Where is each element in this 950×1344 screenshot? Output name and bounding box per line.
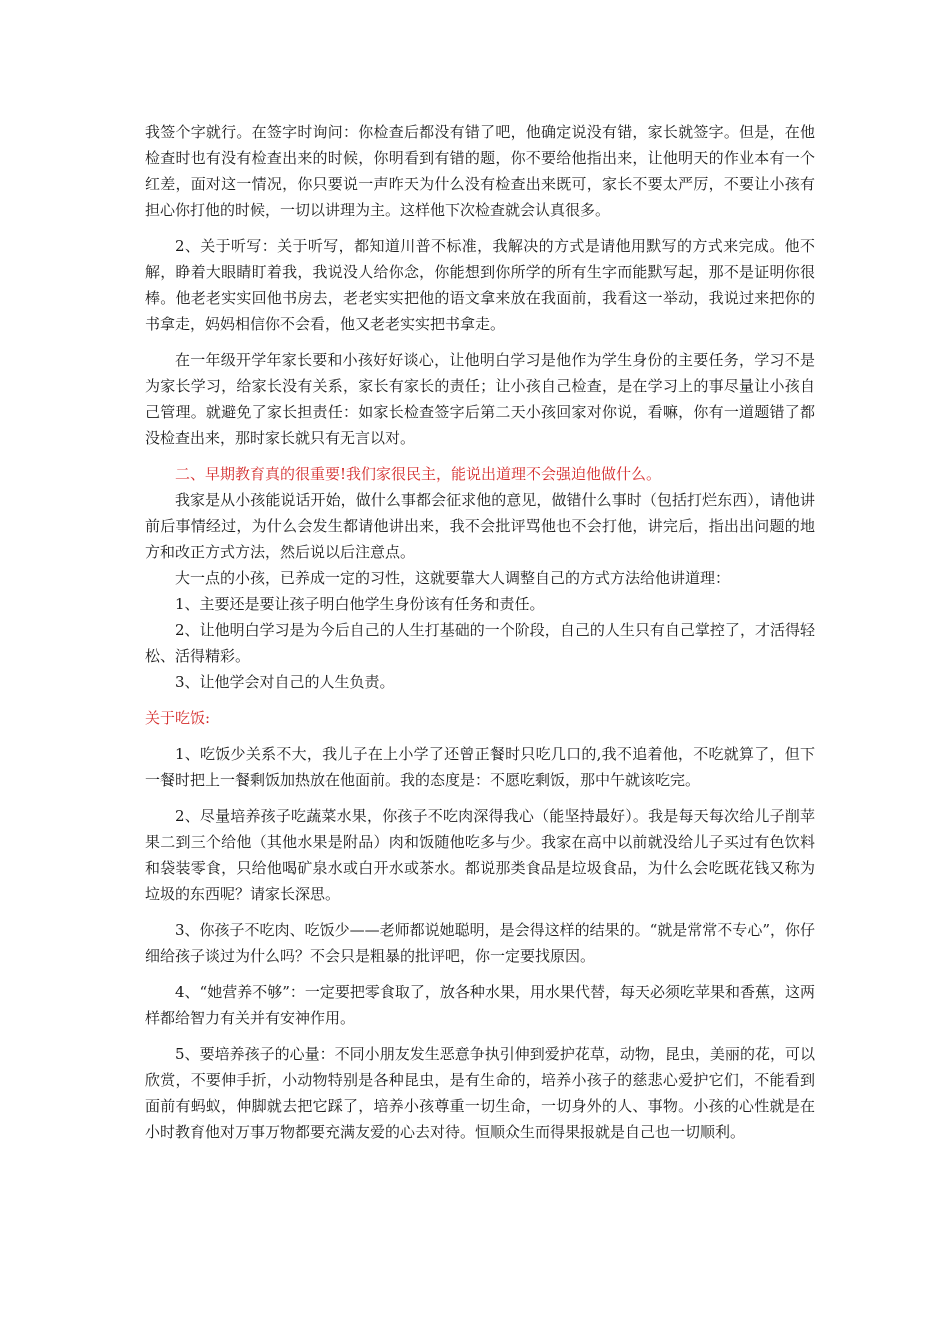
list-item-2: 2、让他明白学习是为今后自己的人生打基础的一个阶段，自己的人生只有自己掌控了，才活得轻松、活得精彩。 [145,621,815,665]
document-body [145,119,815,1145]
list-item-1: 1、主要还是要让孩子明白他学生身份该有任务和责任。 [175,595,545,613]
eating-item-3: 3、你孩子不吃肉、吃饭少——老师都说她聪明，是会得这样的结果的。“就是常常不专心”，你仔细给孩子谈过为什么吗？不会只是粗暴的批评吧，你一定要找原因。 [145,921,815,965]
eating-item-5: 5、要培养孩子的心量：不同小朋友发生恶意争执引伸到爱护花草，动物，昆虫，美丽的花，可以欣赏，不要伸手折，小动物特别是各种昆虫，是有生命的，培养小孩子的慈悲心爱护它们，不能看到面前有蚂蚁，伸脚就去把它踩了，培养小孩尊重一切生命，一切身外的人、事物。小孩的心性就是在小时教育他对万事万物都要充满友爱的心去对待。恒顺众生而得果报就是自己也一切顺利。 [145,1045,815,1141]
paragraph-older-child: 大一点的小孩，已养成一定的习性，这就要靠大人调整自己的方式方法给他讲道理： [175,569,731,587]
section-heading-eating: 关于吃饭: [145,709,211,727]
paragraph-first-grade: 在一年级开学年家长要和小孩好好谈心，让他明白学习是他作为学生身份的主要任务，学习不是为家长学习，给家长没有关系，家长有家长的责任；让小孩自己检查，是在学习上的事尽量让小孩自己管理。就避免了家长担责任：如家长检查签字后第二天小孩回家对你说，看嘛，你有一道题错了都没检查出来，那时家长就只有无言以对。 [145,351,815,447]
list-item-3: 3、让他学会对自己的人生负责。 [175,673,395,691]
eating-item-4: 4、“她营养不够”：一定要把零食取了，放各种水果，用水果代替，每天必须吃苹果和香蕉，这两样都给智力有关并有安神作用。 [145,983,815,1027]
paragraph-dictation: 2、关于听写：关于听写，都知道川普不标准，我解决的方式是请他用默写的方式来完成。他不解，睁着大眼睛盯着我，我说没人给你念，你能想到你所学的所有生字而能默写起，那不是证明你很棒。他老老实实回他书房去，老老实实把他的语文拿来放在我面前，我看这一举动，我说过来把你的书拿走，妈妈相信你不会看，他又老老实实把书拿走。 [145,237,815,333]
eating-item-2: 2、尽量培养孩子吃蔬菜水果，你孩子不吃肉深得我心（能坚持最好）。我是每天每次给儿子削苹果二到三个给他（其他水果是附品）肉和饭随他吃多与少。我家在高中以前就没给儿子买过有色饮料和袋装零食，只给他喝矿泉水或白开水或茶水。都说那类食品是垃圾食品，为什么会吃既花钱又称为垃圾的东西呢？请家长深思。 [145,807,815,903]
section-heading-early-education: 二、早期教育真的很重要!我们家很民主，能说出道理不会强迫他做什么。 [175,465,662,483]
paragraph-signing: 我签个字就行。在签字时询问：你检查后都没有错了吧，他确定说没有错，家长就签字。但是，在他检查时也有没有检查出来的时候，你明看到有错的题，你不要给他指出来，让他明天的作业本有一个红差，面对这一情况，你只要说一声昨天为什么没有检查出来既可，家长不要太严厉，不要让小孩有担心你打他的时候，一切以讲理为主。这样他下次检查就会认真很多。 [145,123,815,219]
paragraph-democratic-family: 我家是从小孩能说话开始，做什么事都会征求他的意见，做错什么事时（包括打烂东西），请他讲前后事情经过，为什么会发生都请他讲出来，我不会批评骂他也不会打他，讲完后，指出出问题的地方和改正方式方法，然后说以后注意点。 [145,491,815,561]
eating-item-1: 1、吃饭少关系不大，我儿子在上小学了还曾正餐时只吃几口的,我不追着他，不吃就算了，但下一餐时把上一餐剩饭加热放在他面前。我的态度是：不愿吃剩饭，那中午就该吃完。 [145,745,815,789]
